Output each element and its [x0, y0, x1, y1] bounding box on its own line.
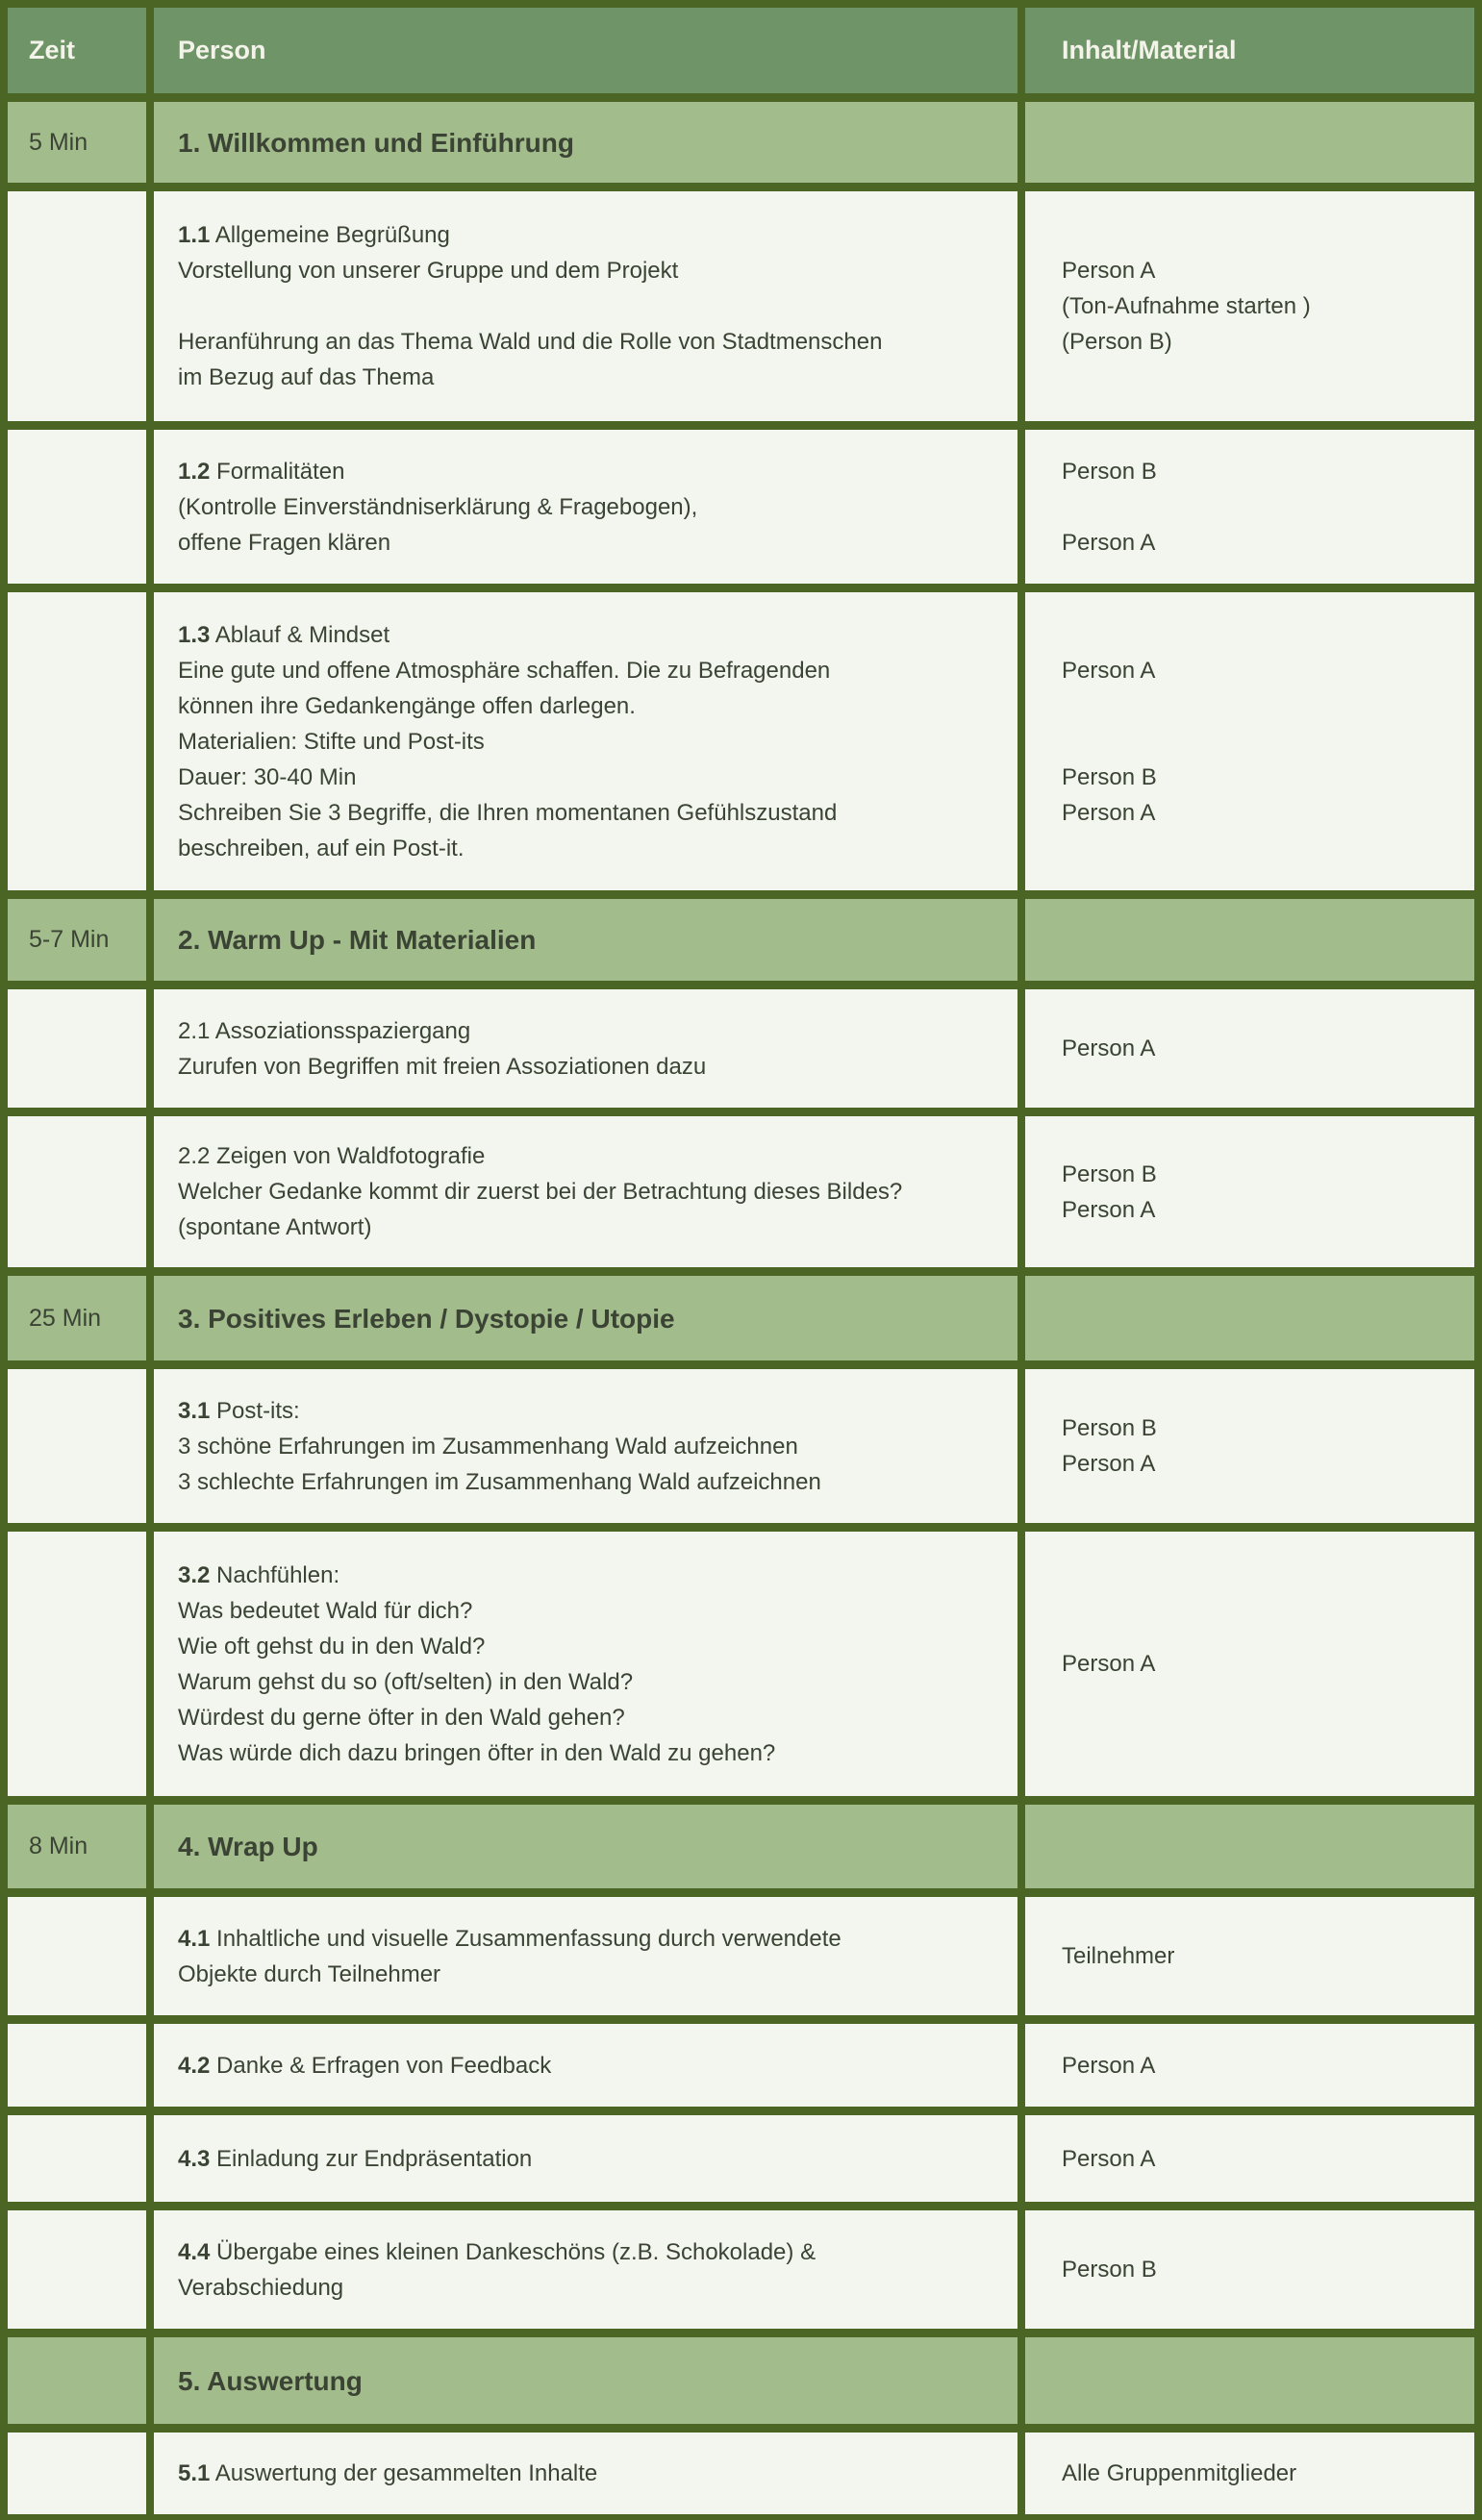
- time-cell: [8, 2210, 146, 2329]
- time-label: 25 Min: [29, 1304, 102, 1332]
- activity-line: 4.4 Übergabe eines kleinen Dankeschöns (z.B. Schokolade) &: [178, 2238, 816, 2265]
- activity-cell: [154, 1116, 1017, 1267]
- activity-line: (Kontrolle Einverständniserklärung & Fragebogen),: [178, 493, 698, 520]
- material-cell: [1025, 2433, 1474, 2514]
- material-line: Person B: [1062, 1415, 1157, 1441]
- material-line: (Person B): [1062, 329, 1172, 355]
- activity-cell: [154, 191, 1017, 421]
- activity-line: 1.2 Formalitäten: [178, 458, 345, 485]
- activity-line: 1.3 Ablauf & Mindset: [178, 621, 390, 648]
- activity-cell: [154, 2115, 1017, 2202]
- activity-line: Wie oft gehst du in den Wald?: [178, 1633, 486, 1659]
- material-cell: [1025, 430, 1474, 584]
- activity-number: 4.1: [178, 1925, 211, 1952]
- section-title: 2. Warm Up - Mit Materialien: [178, 925, 537, 955]
- activity-cell: [154, 430, 1017, 584]
- material-line: Person B: [1062, 763, 1157, 790]
- header-row: [8, 8, 1474, 93]
- time-cell: [8, 989, 146, 1108]
- detail-row: [8, 1532, 1474, 1796]
- time-cell: [8, 1532, 146, 1796]
- activity-cell: [154, 592, 1017, 890]
- material-line: [1062, 489, 1465, 525]
- material-line: [1062, 617, 1465, 653]
- activity-line: 3.1 Post-its:: [178, 1397, 300, 1424]
- activity-number: 3.2: [178, 1561, 211, 1588]
- material-cell: [1025, 989, 1474, 1108]
- detail-row: [8, 592, 1474, 890]
- activity-line: Schreiben Sie 3 Begriffe, die Ihren momentanen Gefühlszustand: [178, 799, 838, 826]
- activity-line: beschreiben, auf ein Post-it.: [178, 835, 465, 861]
- section-row: [8, 1805, 1474, 1888]
- time-label: 5 Min: [29, 128, 88, 156]
- column-header-person-label: Person: [178, 36, 266, 64]
- material-line: Person A: [1062, 2052, 1156, 2079]
- activity-line: Warum gehst du so (oft/selten) in den Wald?: [178, 1668, 634, 1695]
- activity-line: (spontane Antwort): [178, 1214, 372, 1240]
- activity-number: 2.2: [178, 1143, 211, 1169]
- material-cell: [1025, 2024, 1474, 2107]
- material-line: Person B: [1062, 2257, 1157, 2283]
- material-line: Person A: [1062, 2145, 1156, 2172]
- section-title-cell: [154, 102, 1017, 183]
- activity-cell: [154, 1532, 1017, 1796]
- material-line: [1062, 831, 1465, 866]
- material-cell: [1025, 1369, 1474, 1523]
- material-line: Teilnehmer: [1062, 1943, 1175, 1969]
- material-line: [1062, 688, 1465, 724]
- activity-line: Materialien: Stifte und Post-its: [178, 728, 485, 755]
- material-cell: [1025, 1276, 1474, 1360]
- activity-line: können ihre Gedankengänge offen darlegen.: [178, 692, 636, 719]
- activity-line: 3 schöne Erfahrungen im Zusammenhang Wald aufzeichnen: [178, 1433, 798, 1460]
- activity-line: [178, 288, 1006, 324]
- time-label: 8 Min: [29, 1833, 88, 1859]
- time-cell: [8, 592, 146, 890]
- activity-number: 4.3: [178, 2145, 211, 2172]
- activity-line: Dauer: 30-40 Min: [178, 763, 357, 790]
- material-line: Alle Gruppenmitglieder: [1062, 2460, 1297, 2486]
- activity-line: Verabschiedung: [178, 2274, 344, 2301]
- activity-line: 2.2 Zeigen von Waldfotografie: [178, 1143, 486, 1169]
- time-cell: [8, 2337, 146, 2424]
- material-line: Person A: [1062, 1651, 1156, 1677]
- detail-row: [8, 2024, 1474, 2107]
- activity-number: 4.4: [178, 2238, 211, 2265]
- material-line: Person A: [1062, 529, 1156, 556]
- activity-cell: [154, 989, 1017, 1108]
- detail-row: [8, 989, 1474, 1108]
- time-cell: [8, 1369, 146, 1523]
- activity-number: 1.2: [178, 458, 211, 485]
- material-line: Person A: [1062, 799, 1156, 826]
- section-title: 3. Positives Erleben / Dystopie / Utopie: [178, 1303, 675, 1334]
- activity-line: Eine gute und offene Atmosphäre schaffen. Die zu Befragenden: [178, 657, 831, 684]
- material-line: Person A: [1062, 1035, 1156, 1061]
- detail-row: [8, 2210, 1474, 2329]
- activity-line: Vorstellung von unserer Gruppe und dem Projekt: [178, 258, 679, 284]
- material-line: Person A: [1062, 1451, 1156, 1477]
- time-cell: [8, 191, 146, 421]
- column-header-inhalt-label: Inhalt/Material: [1062, 36, 1237, 64]
- activity-line: 4.3 Einladung zur Endpräsentation: [178, 2145, 533, 2172]
- activity-line: 1.1 Allgemeine Begrüßung: [178, 222, 450, 248]
- section-row: [8, 102, 1474, 183]
- activity-cell: [154, 2024, 1017, 2107]
- time-cell: [8, 1276, 146, 1360]
- material-cell: [1025, 191, 1474, 421]
- material-cell: [1025, 1532, 1474, 1796]
- section-row: [8, 1276, 1474, 1360]
- time-cell: [8, 899, 146, 981]
- column-header-zeit-label: Zeit: [29, 36, 76, 64]
- activity-line: 3 schlechte Erfahrungen im Zusammenhang Wald aufzeichnen: [178, 1468, 821, 1495]
- section-title-cell: [154, 2337, 1017, 2424]
- material-line: Person B: [1062, 458, 1157, 485]
- column-header-inhalt: [1025, 8, 1474, 93]
- activity-line: 5.1 Auswertung der gesammelten Inhalte: [178, 2460, 598, 2486]
- time-cell: [8, 1897, 146, 2015]
- activity-cell: [154, 1369, 1017, 1523]
- section-title-cell: [154, 1276, 1017, 1360]
- material-cell: [1025, 592, 1474, 890]
- material-line: Person A: [1062, 657, 1156, 684]
- activity-line: Würdest du gerne öfter in den Wald gehen?: [178, 1704, 625, 1731]
- time-cell: [8, 102, 146, 183]
- material-cell: [1025, 2210, 1474, 2329]
- detail-row: [8, 191, 1474, 421]
- activity-line: Heranführung an das Thema Wald und die Rolle von Stadtmenschen: [178, 329, 883, 355]
- detail-row: [8, 1116, 1474, 1267]
- time-cell: [8, 2115, 146, 2202]
- section-title: 5. Auswertung: [178, 2365, 363, 2396]
- activity-line: Welcher Gedanke kommt dir zuerst bei der Betrachtung dieses Bildes?: [178, 1179, 903, 1205]
- activity-line: 3.2 Nachfühlen:: [178, 1561, 340, 1588]
- time-cell: [8, 2024, 146, 2107]
- material-cell: [1025, 1897, 1474, 2015]
- detail-row: [8, 430, 1474, 584]
- section-title-cell: [154, 899, 1017, 981]
- time-cell: [8, 1805, 146, 1888]
- section-row: [8, 899, 1474, 981]
- material-cell: [1025, 2337, 1474, 2424]
- activity-cell: [154, 1897, 1017, 2015]
- material-line: (Ton-Aufnahme starten ): [1062, 293, 1311, 319]
- time-cell: [8, 430, 146, 584]
- activity-number: 3.1: [178, 1397, 211, 1424]
- activity-line: Was bedeutet Wald für dich?: [178, 1597, 473, 1624]
- time-cell: [8, 1116, 146, 1267]
- activity-line: 4.2 Danke & Erfragen von Feedback: [178, 2052, 552, 2079]
- material-cell: [1025, 2115, 1474, 2202]
- activity-line: Zurufen von Begriffen mit freien Assoziationen dazu: [178, 1053, 707, 1080]
- column-header-zeit: [8, 8, 146, 93]
- section-title: 1. Willkommen und Einführung: [178, 127, 574, 158]
- material-cell: [1025, 1805, 1474, 1888]
- material-cell: [1025, 1116, 1474, 1267]
- material-cell: [1025, 899, 1474, 981]
- activity-line: 4.1 Inhaltliche und visuelle Zusammenfassung durch verwendete: [178, 1925, 841, 1952]
- time-label: 5-7 Min: [29, 926, 110, 953]
- detail-row: [8, 1369, 1474, 1523]
- activity-number: 5.1: [178, 2460, 211, 2486]
- detail-row: [8, 2433, 1474, 2514]
- activity-number: 1.1: [178, 222, 211, 248]
- material-line: Person B: [1062, 1160, 1157, 1187]
- time-cell: [8, 2433, 146, 2514]
- activity-line: im Bezug auf das Thema: [178, 364, 435, 390]
- activity-line: Objekte durch Teilnehmer: [178, 1960, 441, 1987]
- activity-cell: [154, 2433, 1017, 2514]
- section-title: 4. Wrap Up: [178, 1832, 318, 1861]
- activity-number: 2.1: [178, 1017, 211, 1044]
- activity-line: offene Fragen klären: [178, 529, 391, 556]
- activity-number: 4.2: [178, 2052, 211, 2079]
- section-row: [8, 2337, 1474, 2424]
- section-title-cell: [154, 1805, 1017, 1888]
- activity-line: 2.1 Assoziationsspaziergang: [178, 1017, 471, 1044]
- column-header-person: [154, 8, 1017, 93]
- activity-cell: [154, 2210, 1017, 2329]
- detail-row: [8, 1897, 1474, 2015]
- detail-row: [8, 2115, 1474, 2202]
- material-line: Person A: [1062, 258, 1156, 284]
- material-cell: [1025, 102, 1474, 183]
- material-line: Person A: [1062, 1196, 1156, 1223]
- activity-line: Was würde dich dazu bringen öfter in den Wald zu gehen?: [178, 1739, 776, 1766]
- activity-number: 1.3: [178, 621, 211, 648]
- material-line: [1062, 724, 1465, 760]
